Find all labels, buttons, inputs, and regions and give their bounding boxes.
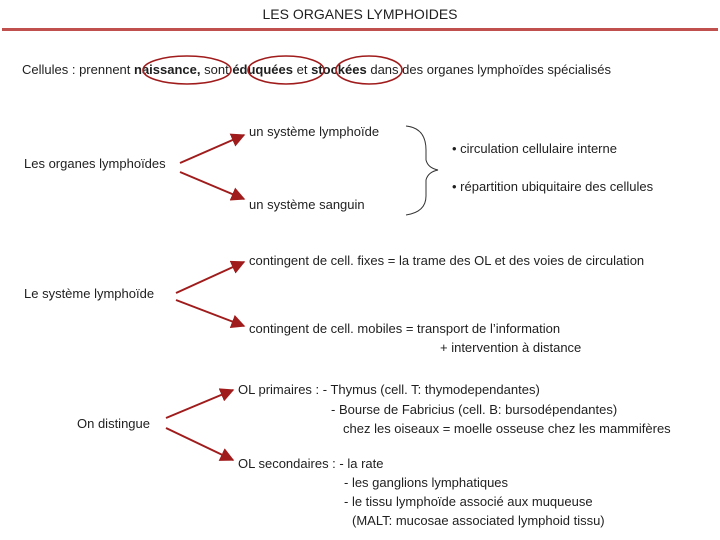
bullet-circulation: • circulation cellulaire interne [452, 141, 617, 156]
organes-label: Les organes lymphoïdes [24, 156, 166, 171]
systeme-lymphoide-text: un système lymphoïde [249, 124, 380, 139]
arrow-to-systeme-lymphoide [180, 135, 244, 163]
intro-suffix: dans des organes lymphoïdes spécialisés [366, 62, 611, 77]
page-title: LES ORGANES LYMPHOIDES [262, 6, 458, 22]
arrow-to-ol-secondaires [166, 428, 233, 460]
word-eduquees: éduquées [232, 62, 293, 77]
systeme-label: Le système lymphoïde [24, 286, 155, 301]
ellipse-stockees [336, 56, 402, 84]
ellipse-naissance [143, 56, 231, 84]
arrow-to-systeme-sanguin [180, 172, 244, 199]
word-stockees: stockées [311, 62, 367, 77]
ol-primaires-line-1: OL primaires : - Thymus (cell. T: thymodependantes) [238, 382, 540, 397]
arrow-to-contingent-mobiles [176, 300, 244, 326]
ol-secondaires-line-4: (MALT: mucosae associated lymphoid tissu) [352, 513, 605, 528]
contingent-mobiles-text: contingent de cell. mobiles = transport de l’information [249, 321, 561, 336]
ol-primaires-line-3: chez les oiseaux = moelle osseuse chez les mammifères [343, 421, 671, 436]
distingue-label: On distingue [77, 416, 150, 431]
arrow-to-ol-primaires [166, 390, 233, 418]
intro-mid-1: sont [200, 62, 233, 77]
bullet-repartition: • répartition ubiquitaire des cellules [452, 179, 654, 194]
systeme-sanguin-text: un système sanguin [249, 197, 365, 212]
intro-prefix: Cellules : prennent [22, 62, 135, 77]
intro-mid-2: et [293, 62, 312, 77]
arrow-to-contingent-fixes [176, 262, 244, 293]
ol-secondaires-line-2: - les ganglions lymphatiques [344, 475, 509, 490]
ol-primaires-line-2: - Bourse de Fabricius (cell. B: bursodépendantes) [331, 402, 618, 417]
ol-secondaires-line-1: OL secondaires : - la rate [238, 456, 384, 471]
ol-secondaires-line-3: - le tissu lymphoïde associé aux muqueuse [344, 494, 593, 509]
ellipse-eduquees [248, 56, 324, 84]
contingent-fixes-text: contingent de cell. fixes = la trame des OL et des voies de circulation [249, 253, 645, 268]
intervention-text: + intervention à distance [440, 340, 582, 355]
bracket-icon [406, 126, 438, 215]
word-naissance: naissance, [134, 62, 201, 77]
